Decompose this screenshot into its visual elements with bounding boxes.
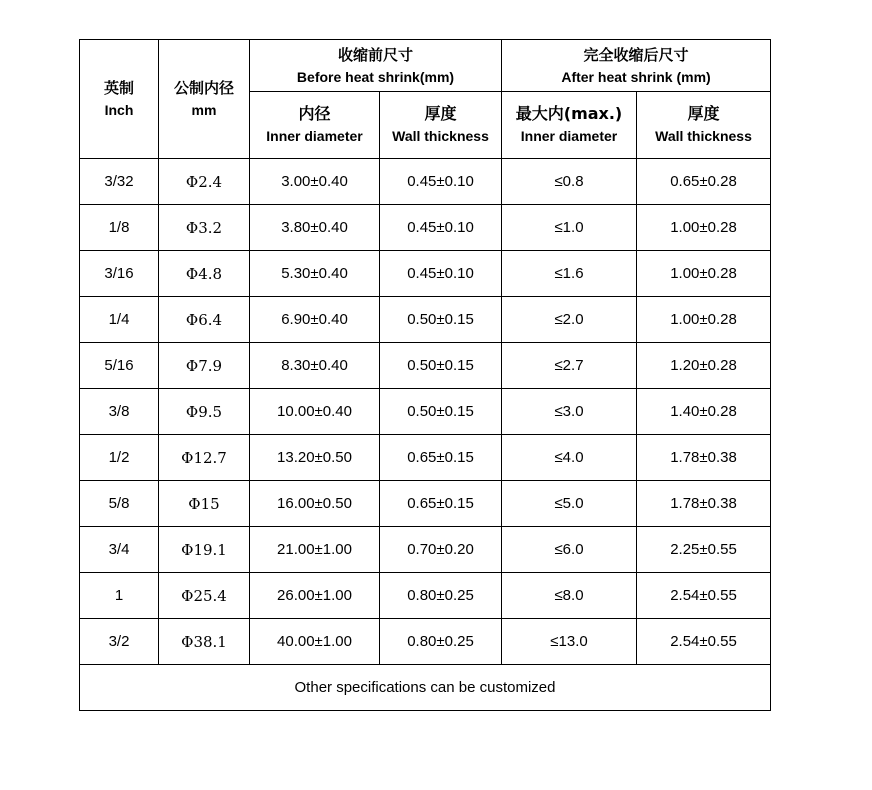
cell-inch: 3/4: [80, 527, 159, 573]
cell-after-inner-diameter: ≤1.0: [502, 205, 637, 251]
table-row: [80, 251, 771, 297]
cell-after-inner-diameter: ≤0.8: [502, 159, 637, 205]
cell-after-inner-diameter: ≤6.0: [502, 527, 637, 573]
cell-inch: 3/2: [80, 619, 159, 665]
cell-inch: 5/16: [80, 343, 159, 389]
header-before-en: Before heat shrink(mm): [296, 68, 455, 85]
header-before-wall-zh: 厚度: [424, 104, 457, 123]
cell-after-inner-diameter: ≤3.0: [502, 389, 637, 435]
cell-before-inner-diameter: 21.00±1.00: [250, 527, 380, 573]
cell-after-inner-diameter: ≤5.0: [502, 481, 637, 527]
header-after-id-en: Inner diameter: [520, 128, 618, 144]
cell-after-wall: 2.25±0.55: [637, 527, 771, 573]
header-before-wall-en: Wall thickness: [392, 128, 489, 144]
cell-before-inner-diameter: 40.00±1.00: [250, 619, 380, 665]
cell-after-inner-diameter: ≤13.0: [502, 619, 637, 665]
spec-table: [79, 39, 771, 711]
header-after: [502, 40, 771, 92]
header-after-en: After heat shrink (mm): [561, 68, 711, 85]
header-after-inner-diameter: [502, 92, 637, 159]
header-inch: [80, 40, 159, 159]
footer-note: Other specifications can be customized: [80, 665, 771, 711]
header-after-wall-thickness: [637, 92, 771, 159]
cell-before-wall: 0.50±0.15: [380, 297, 502, 343]
table-row: [80, 297, 771, 343]
cell-before-wall: 0.50±0.15: [380, 389, 502, 435]
cell-before-inner-diameter: 10.00±0.40: [250, 389, 380, 435]
header-after-id-zh: 最大内(max.): [515, 104, 623, 123]
cell-after-wall: 2.54±0.55: [637, 619, 771, 665]
footer-row: [80, 665, 771, 711]
cell-after-wall: 1.78±0.38: [637, 435, 771, 481]
header-inch-en: Inch: [104, 102, 134, 118]
cell-after-wall: 1.20±0.28: [637, 343, 771, 389]
header-before-wall-thickness: [380, 92, 502, 159]
cell-after-wall: 0.65±0.28: [637, 159, 771, 205]
cell-before-inner-diameter: 3.80±0.40: [250, 205, 380, 251]
cell-before-wall: 0.80±0.25: [380, 619, 502, 665]
cell-before-inner-diameter: 5.30±0.40: [250, 251, 380, 297]
cell-before-wall: 0.45±0.10: [380, 159, 502, 205]
cell-before-inner-diameter: 26.00±1.00: [250, 573, 380, 619]
table-row: [80, 205, 771, 251]
cell-after-inner-diameter: ≤2.7: [502, 343, 637, 389]
cell-before-inner-diameter: 3.00±0.40: [250, 159, 380, 205]
cell-metric: Φ38.1: [159, 619, 250, 665]
header-before-zh: 收缩前尺寸: [337, 45, 413, 64]
cell-metric: Φ25.4: [159, 573, 250, 619]
cell-before-wall: 0.80±0.25: [380, 573, 502, 619]
cell-metric: Φ6.4: [159, 297, 250, 343]
cell-before-wall: 0.65±0.15: [380, 435, 502, 481]
cell-after-inner-diameter: ≤4.0: [502, 435, 637, 481]
cell-metric: Φ9.5: [159, 389, 250, 435]
cell-before-inner-diameter: 8.30±0.40: [250, 343, 380, 389]
table-row: [80, 389, 771, 435]
cell-inch: 5/8: [80, 481, 159, 527]
cell-metric: Φ4.8: [159, 251, 250, 297]
cell-after-wall: 1.00±0.28: [637, 205, 771, 251]
header-metric: [159, 40, 250, 159]
cell-inch: 1: [80, 573, 159, 619]
cell-after-inner-diameter: ≤8.0: [502, 573, 637, 619]
cell-after-inner-diameter: ≤2.0: [502, 297, 637, 343]
table-row: [80, 481, 771, 527]
cell-before-inner-diameter: 13.20±0.50: [250, 435, 380, 481]
header-after-wall-zh: 厚度: [687, 104, 720, 123]
cell-before-wall: 0.50±0.15: [380, 343, 502, 389]
cell-metric: Φ19.1: [159, 527, 250, 573]
cell-metric: Φ2.4: [159, 159, 250, 205]
cell-before-wall: 0.45±0.10: [380, 251, 502, 297]
cell-metric: Φ12.7: [159, 435, 250, 481]
cell-before-wall: 0.70±0.20: [380, 527, 502, 573]
header-before-id-en: Inner diameter: [266, 128, 363, 144]
header-after-zh: 完全收缩后尺寸: [583, 45, 689, 64]
table-row: [80, 527, 771, 573]
cell-metric: Φ15: [159, 481, 250, 527]
table-row: [80, 573, 771, 619]
header-before-id-zh: 内径: [298, 104, 331, 123]
cell-after-inner-diameter: ≤1.6: [502, 251, 637, 297]
cell-metric: Φ7.9: [159, 343, 250, 389]
cell-inch: 1/8: [80, 205, 159, 251]
table-row: [80, 619, 771, 665]
table-row: [80, 343, 771, 389]
cell-inch: 3/8: [80, 389, 159, 435]
cell-before-wall: 0.65±0.15: [380, 481, 502, 527]
cell-after-wall: 1.00±0.28: [637, 251, 771, 297]
cell-after-wall: 1.78±0.38: [637, 481, 771, 527]
header-metric-en: mm: [191, 102, 217, 118]
cell-inch: 3/16: [80, 251, 159, 297]
table-row: [80, 435, 771, 481]
table-row: [80, 159, 771, 205]
header-after-wall-en: Wall thickness: [655, 128, 752, 144]
header-inch-zh: 英制: [103, 79, 134, 97]
header-row-top: [80, 40, 771, 92]
cell-inch: 1/2: [80, 435, 159, 481]
header-metric-zh: 公制内径: [173, 79, 234, 97]
cell-metric: Φ3.2: [159, 205, 250, 251]
cell-inch: 3/32: [80, 159, 159, 205]
cell-after-wall: 2.54±0.55: [637, 573, 771, 619]
cell-after-wall: 1.00±0.28: [637, 297, 771, 343]
cell-after-wall: 1.40±0.28: [637, 389, 771, 435]
cell-inch: 1/4: [80, 297, 159, 343]
cell-before-wall: 0.45±0.10: [380, 205, 502, 251]
header-before: [250, 40, 502, 92]
cell-before-inner-diameter: 16.00±0.50: [250, 481, 380, 527]
cell-before-inner-diameter: 6.90±0.40: [250, 297, 380, 343]
header-before-inner-diameter: [250, 92, 380, 159]
